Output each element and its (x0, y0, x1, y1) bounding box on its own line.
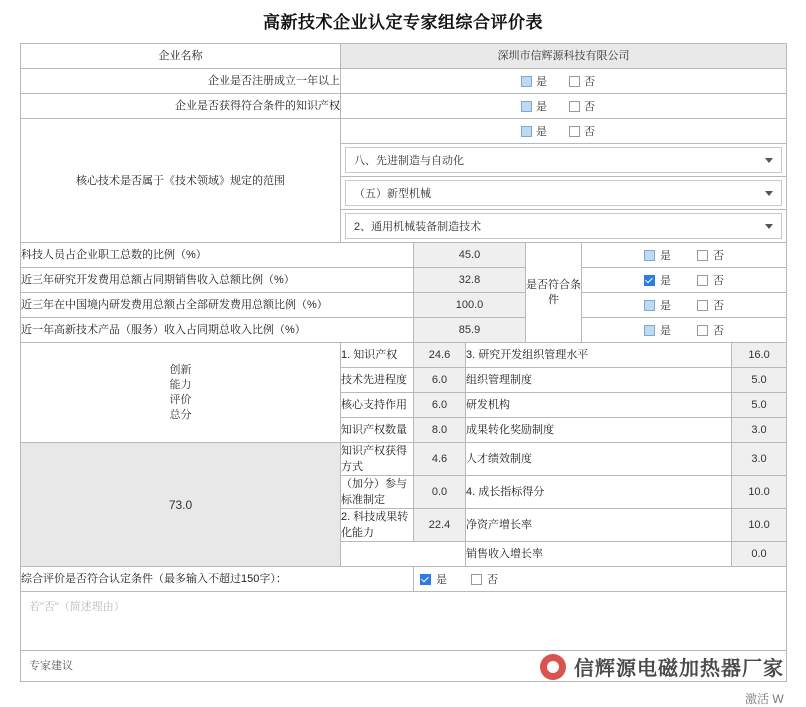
table-row (21, 343, 787, 368)
advice-label: 专家建议 (29, 660, 73, 672)
indicator-2-condition (582, 293, 787, 318)
watermark-sub: 激活 W (745, 692, 784, 706)
right-item-1-label: 组织管理制度 (466, 368, 732, 393)
radio-yes-label: 是 (536, 76, 547, 88)
right-item-4-label: 人才绩效制度 (466, 443, 732, 476)
indicator-1-value: 32.8 (414, 268, 526, 293)
indicator-2-label: 近三年在中国境内研发费用总额占全部研发费用总额比例（%） (21, 293, 414, 318)
tech-field-select-2[interactable] (345, 180, 782, 206)
radio-yes-icon[interactable] (644, 275, 655, 286)
evaluation-form (20, 43, 787, 682)
radio-yes-tech[interactable] (521, 123, 547, 139)
table-row (21, 243, 787, 268)
innovation-title (21, 343, 341, 443)
left-item-1-value: 6.0 (414, 368, 466, 393)
tech-field-select-3[interactable] (345, 213, 782, 239)
indicator-2-value: 100.0 (414, 293, 526, 318)
right-item-7-label: 销售收入增长率 (466, 542, 732, 567)
company-name-label: 企业名称 (21, 44, 341, 69)
left-item-6-value: 22.4 (414, 509, 466, 542)
radio-no-icon[interactable] (697, 325, 708, 336)
question-ip-label: 企业是否获得符合条件的知识产权 (21, 94, 341, 119)
question-tech-field-label: 核心技术是否属于《技术领域》规定的范围 (21, 119, 341, 243)
right-item-2-value: 5.0 (732, 393, 787, 418)
condition-no-0[interactable] (697, 247, 724, 263)
condition-yes-1[interactable] (644, 272, 671, 288)
spacer-cell (341, 542, 414, 567)
watermark (540, 652, 784, 681)
left-item-4-value: 4.6 (414, 443, 466, 476)
company-name-value: 深圳市信辉源科技有限公司 (341, 44, 787, 69)
left-item-5-label: （加分）参与标准制定 (341, 476, 414, 509)
condition-label (526, 243, 582, 343)
radio-yes-registered[interactable] (521, 73, 547, 89)
left-item-2-label: 核心支持作用 (341, 393, 414, 418)
radio-yes-icon[interactable] (521, 126, 532, 137)
right-item-5-label: 4. 成长指标得分 (466, 476, 732, 509)
summary-yes[interactable] (420, 571, 447, 587)
radio-yes-icon[interactable] (521, 101, 532, 112)
tech-field-select-2-cell (341, 177, 787, 210)
condition-yes-2[interactable] (644, 297, 671, 313)
radio-no-label: 否 (584, 101, 595, 113)
left-item-0-label: 1. 知识产权 (341, 343, 414, 368)
radio-no-label: 否 (584, 126, 595, 138)
radio-yes-label: 是 (660, 275, 672, 287)
left-item-6-label: 2. 科技成果转化能力 (341, 509, 414, 542)
chevron-down-icon[interactable] (765, 158, 773, 163)
right-item-3-label: 成果转化奖励制度 (466, 418, 732, 443)
right-item-0-value: 16.0 (732, 343, 787, 368)
radio-no-tech[interactable] (569, 123, 595, 139)
chevron-down-icon[interactable] (765, 191, 773, 196)
condition-yes-0[interactable] (644, 247, 671, 263)
indicator-3-condition (582, 318, 787, 343)
table-row (21, 443, 787, 476)
summary-answer (414, 567, 787, 592)
condition-yes-3[interactable] (644, 322, 671, 338)
summary-no[interactable] (471, 571, 498, 587)
table-row (21, 119, 787, 144)
radio-no-label: 否 (487, 574, 498, 586)
condition-no-3[interactable] (697, 322, 724, 338)
left-item-4-label: 知识产权获得方式 (341, 443, 414, 476)
radio-no-label: 否 (713, 275, 725, 287)
page-title: 高新技术企业认定专家组综合评价表 (263, 13, 543, 32)
radio-yes-label: 是 (436, 574, 447, 586)
radio-yes-label: 是 (660, 300, 672, 312)
indicator-3-value: 85.9 (414, 318, 526, 343)
left-item-0-value: 24.6 (414, 343, 466, 368)
radio-yes-label: 是 (536, 101, 547, 113)
table-row (21, 94, 787, 119)
tech-field-select-1[interactable] (345, 147, 782, 173)
radio-yes-ip[interactable] (521, 98, 547, 114)
right-item-4-value: 3.0 (732, 443, 787, 476)
indicator-0-condition (582, 243, 787, 268)
question-registered-label: 企业是否注册成立一年以上 (21, 69, 341, 94)
table-row (21, 268, 787, 293)
question-ip-answer (341, 94, 787, 119)
radio-yes-icon[interactable] (644, 300, 655, 311)
tech-field-select-1-cell (341, 144, 787, 177)
radio-yes-label: 是 (536, 126, 547, 138)
radio-no-icon[interactable] (697, 300, 708, 311)
radio-no-label: 否 (713, 250, 725, 262)
left-item-5-value: 0.0 (414, 476, 466, 509)
table-row (21, 69, 787, 94)
table-row (21, 567, 787, 592)
indicator-0-label: 科技人员占企业职工总数的比例（%） (21, 243, 414, 268)
radio-no-label: 否 (713, 325, 725, 337)
innovation-title-text: 创新 能力 评价 总分 (169, 363, 192, 421)
right-item-6-label: 净资产增长率 (466, 509, 732, 542)
indicator-1-label: 近三年研究开发费用总额占同期销售收入总额比例（%） (21, 268, 414, 293)
radio-no-icon[interactable] (697, 250, 708, 261)
right-item-6-value: 10.0 (732, 509, 787, 542)
summary-reason-placeholder: 若"否"（简述理由） (29, 601, 125, 613)
radio-yes-label: 是 (660, 325, 672, 337)
indicator-3-label: 近一年高新技术产品（服务）收入占同期总收入比例（%） (21, 318, 414, 343)
left-item-1-label: 技术先进程度 (341, 368, 414, 393)
chevron-down-icon[interactable] (765, 224, 773, 229)
right-item-0-label: 3. 研究开发组织管理水平 (466, 343, 732, 368)
condition-label-text: 是否符合条件 (526, 278, 581, 306)
left-item-2-value: 6.0 (414, 393, 466, 418)
table-row (21, 44, 787, 69)
radio-yes-icon[interactable] (420, 574, 431, 585)
radio-no-icon[interactable] (569, 126, 580, 137)
radio-no-icon[interactable] (471, 574, 482, 585)
radio-no-icon[interactable] (569, 76, 580, 87)
right-item-7-value: 0.0 (732, 542, 787, 567)
indicator-0-value: 45.0 (414, 243, 526, 268)
right-item-3-value: 3.0 (732, 418, 787, 443)
watermark-text: 信辉源电磁加热器厂家 (574, 658, 784, 680)
table-row (21, 293, 787, 318)
condition-no-1[interactable] (697, 272, 724, 288)
summary-reason-cell[interactable] (21, 592, 787, 651)
radio-yes-icon[interactable] (644, 325, 655, 336)
table-row (21, 592, 787, 651)
right-item-5-value: 10.0 (732, 476, 787, 509)
tech-field-select-3-value: 2、通用机械装备制造技术 (354, 221, 482, 233)
left-item-3-label: 知识产权数量 (341, 418, 414, 443)
summary-label: 综合评价是否符合认定条件（最多输入不超过150字）： (21, 567, 414, 592)
radio-no-icon[interactable] (697, 275, 708, 286)
right-item-2-label: 研发机构 (466, 393, 732, 418)
tech-field-select-2-value: （五）新型机械 (354, 188, 431, 200)
radio-no-label: 否 (713, 300, 725, 312)
question-registered-answer (341, 69, 787, 94)
table-row (21, 318, 787, 343)
right-item-1-value: 5.0 (732, 368, 787, 393)
question-tech-field-answer (341, 119, 787, 144)
left-item-3-value: 8.0 (414, 418, 466, 443)
spacer-cell-2 (414, 542, 466, 567)
radio-no-ip[interactable] (569, 98, 595, 114)
radio-yes-label: 是 (660, 250, 672, 262)
radio-no-icon[interactable] (569, 101, 580, 112)
radio-no-registered[interactable] (569, 73, 595, 89)
radio-yes-icon[interactable] (521, 76, 532, 87)
tech-field-select-3-cell (341, 210, 787, 243)
innovation-total-score: 73.0 (21, 443, 341, 567)
tech-field-select-1-value: 八、先进制造与自动化 (354, 155, 464, 167)
radio-yes-icon[interactable] (644, 250, 655, 261)
condition-no-2[interactable] (697, 297, 724, 313)
indicator-1-condition (582, 268, 787, 293)
radio-no-label: 否 (584, 76, 595, 88)
brand-logo-icon (540, 654, 566, 680)
